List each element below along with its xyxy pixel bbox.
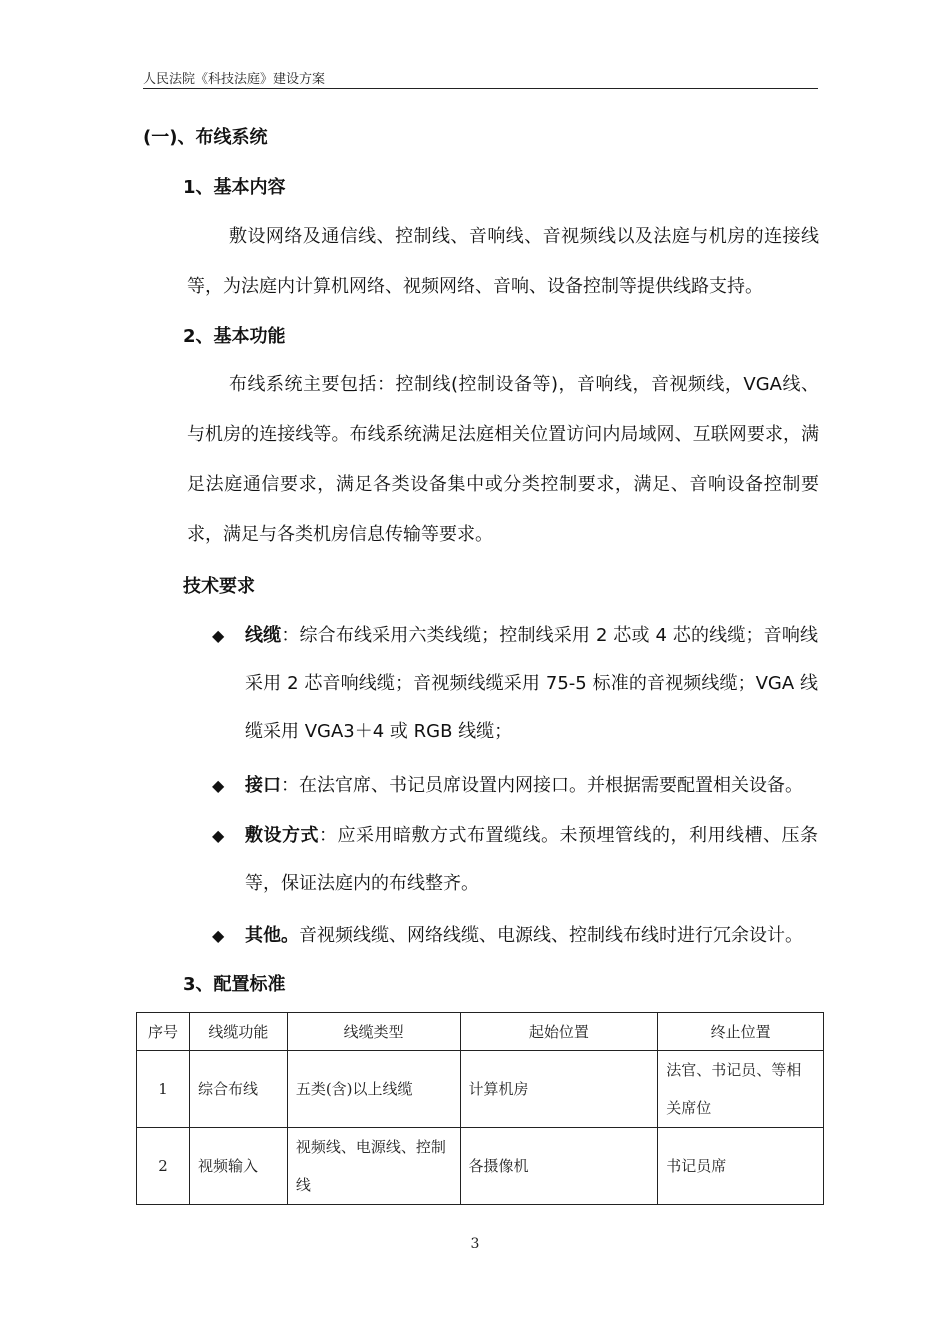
bullet-text: ：在法官席、书记员席设置内网接口。并根据需要配置相关设备。 <box>281 775 803 796</box>
column-header: 序号 <box>137 1013 190 1051</box>
bullet-label: 其他。 <box>245 925 299 946</box>
bullet-item <box>212 912 818 960</box>
bullet-item <box>212 762 818 810</box>
column-header: 终止位置 <box>658 1013 824 1051</box>
diamond-bullet-icon: ◆ <box>212 776 225 795</box>
column-header: 线缆类型 <box>287 1013 460 1051</box>
basic-content-text: 敷设网络及通信线、控制线、音响线、音视频线以及法庭与机房的连接线等，为法庭内计算机网络、视频网络、音响、设备控制等提供线路支持。 <box>187 226 819 297</box>
bullet-label: 接口 <box>245 775 281 796</box>
config-table <box>136 1012 824 1205</box>
table-cell: 视频输入 <box>189 1128 287 1205</box>
table-header-row <box>137 1013 824 1051</box>
basic-function-heading: 2、基本功能 <box>183 326 286 347</box>
header-title: 人民法院《科技法庭》建设方案 <box>143 72 326 87</box>
section-title: (一)、布线系统 <box>143 127 268 148</box>
table-cell: 1 <box>137 1051 190 1128</box>
bullet-item <box>212 812 818 908</box>
tech-requirements-heading: 技术要求 <box>183 576 255 597</box>
table-cell: 综合布线 <box>189 1051 287 1128</box>
column-header: 起始位置 <box>460 1013 658 1051</box>
table-row <box>137 1051 824 1128</box>
diamond-bullet-icon: ◆ <box>212 826 225 845</box>
table-cell: 计算机房 <box>460 1051 658 1128</box>
table-cell: 书记员席 <box>658 1128 824 1205</box>
table-cell: 五类(含)以上线缆 <box>287 1051 460 1128</box>
diamond-bullet-icon: ◆ <box>212 626 225 645</box>
page-header <box>143 68 818 89</box>
bullet-item <box>212 612 818 756</box>
basic-function-text: 布线系统主要包括：控制线(控制设备等)，音响线，音视频线，VGA线、与机房的连接线等。布线系统满足法庭相关位置访问内局域网、互联网要求，满足法庭通信要求，满足各类设备集中或分类控制要求，满足、音响设备控制要求，满足与各类机房信息传输等要求。 <box>187 374 819 545</box>
column-header: 线缆功能 <box>189 1013 287 1051</box>
bullet-text: ：应采用暗敷方式布置缆线。未预埋管线的，利用线槽、压条等，保证法庭内的布线整齐。 <box>245 825 818 894</box>
config-standard-heading: 3、配置标准 <box>183 974 286 995</box>
table-cell: 各摄像机 <box>460 1128 658 1205</box>
table-cell: 视频线、电源线、控制线 <box>287 1128 460 1205</box>
diamond-bullet-icon: ◆ <box>212 926 225 945</box>
basic-content-heading: 1、基本内容 <box>183 177 286 198</box>
table-row <box>137 1128 824 1205</box>
table-cell: 2 <box>137 1128 190 1205</box>
bullet-text: 音视频线缆、网络线缆、电源线、控制线布线时进行冗余设计。 <box>299 925 803 946</box>
page-number: 3 <box>470 1236 480 1252</box>
bullet-text: ：综合布线采用六类线缆；控制线采用 2 芯或 4 芯的线缆；音响线采用 2 芯音响线缆；音视频线缆采用 75-5 标准的音视频线缆；VGA 线缆采用 VGA3＋4 或 RGB 线缆； <box>245 625 818 742</box>
bullet-label: 敷设方式 <box>245 825 319 846</box>
bullet-label: 线缆 <box>245 625 282 646</box>
table-cell: 法官、书记员、等相关席位 <box>658 1051 824 1128</box>
